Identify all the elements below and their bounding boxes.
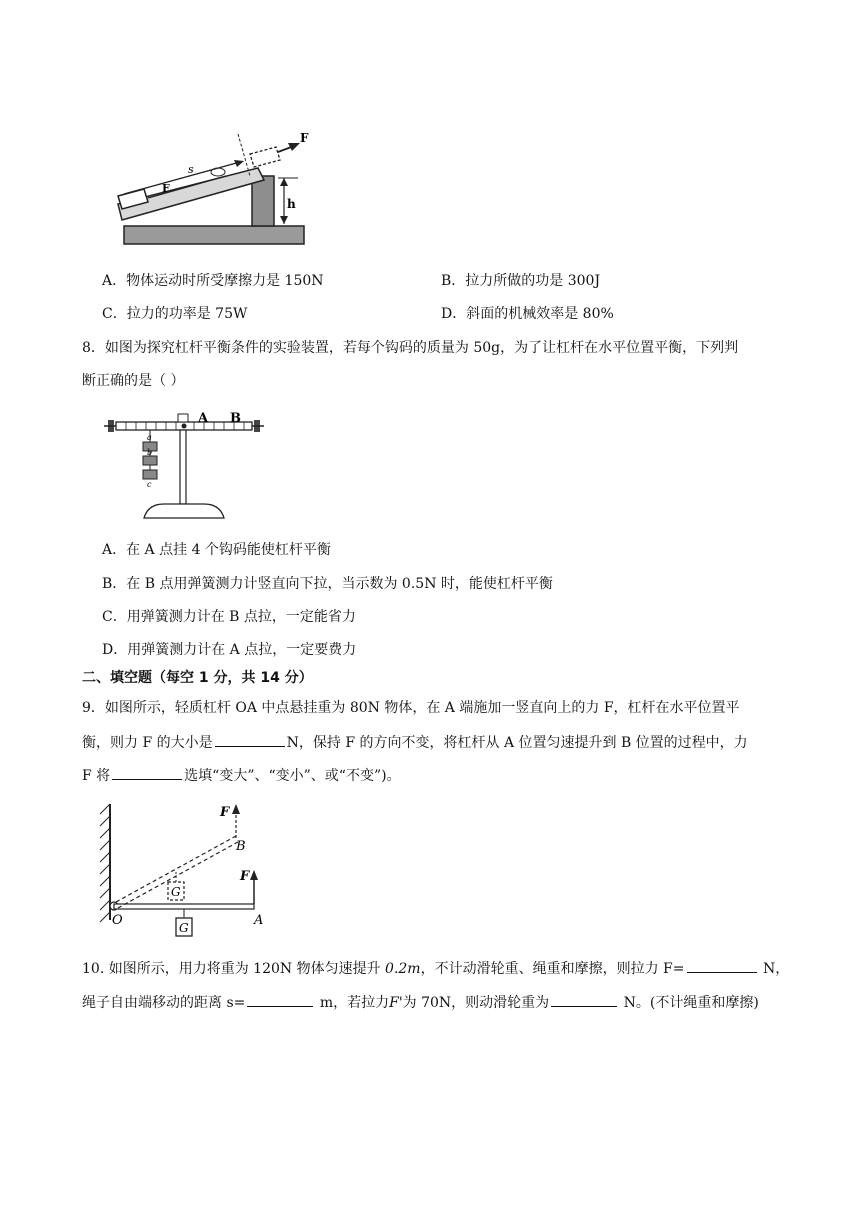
q9-label-B: B <box>236 839 246 854</box>
q7-option-b: B．拉力所做的功是 300J <box>441 273 601 289</box>
q10-line1-text-b: ，不计动滑轮重、绳重和摩擦，则拉力 F= <box>420 961 685 977</box>
q7-label-F-top: F <box>300 131 309 145</box>
q9-label-A: A <box>254 913 264 928</box>
q10-line1-text-a: 10. 如图所示，用力将重为 120N 物体匀速提升 <box>82 961 381 977</box>
q7-label-F-lower: F <box>162 182 170 195</box>
q9-line3-text-a: F 将 <box>82 768 111 784</box>
q8-stem-line1: 8．如图为探究杠杆平衡条件的实验装置，若每个钩码的质量为 50g，为了让杠杆在水平位置平衡，下列判 <box>82 340 739 356</box>
q9-line2-text-b: N，保持 F 的方向不变，将杠杆从 A 位置匀速提升到 B 位置的过程中，力 <box>286 735 748 751</box>
q10-math-distance: 0.2m <box>385 961 421 977</box>
q8-option-c: C．用弹簧测力计在 B 点拉，一定能省力 <box>102 609 356 625</box>
q7-incline-figure <box>108 126 314 250</box>
q10-line2-text-a: 绳子自由端移动的距离 s= <box>82 995 246 1011</box>
q9-line3 <box>82 765 401 786</box>
q10-line1 <box>82 958 789 979</box>
q8-option-a: A．在 A 点挂 4 个钩码能使杠杆平衡 <box>102 542 331 558</box>
q9-line2 <box>82 732 748 753</box>
q9-blank-2[interactable] <box>112 765 182 780</box>
q9-label-O: O <box>112 913 123 928</box>
q9-line2-text-a: 衡，则力 F 的大小是 <box>82 735 213 751</box>
q7-option-a: A．物体运动时所受摩擦力是 150N <box>102 273 324 289</box>
q10-line1-text-c: N， <box>762 961 790 977</box>
q7-option-c: C．拉力的功率是 75W <box>102 306 248 322</box>
q8-option-b: B．在 B 点用弹簧测力计竖直向下拉，当示数为 0.5N 时，能使杠杆平衡 <box>102 576 553 592</box>
q10-math-force: F' <box>389 995 403 1011</box>
q7-label-s: s <box>188 163 194 176</box>
q8-option-d: D．用弹簧测力计在 A 点拉，一定要费力 <box>102 642 357 658</box>
q8-stem-line2: 断正确的是（ ） <box>82 373 185 389</box>
q10-blank-1[interactable] <box>687 958 757 973</box>
q9-blank-1[interactable] <box>215 732 285 747</box>
q10-blank-2[interactable] <box>247 992 313 1007</box>
q9-label-F: F <box>240 869 250 884</box>
q9-lever-figure <box>98 796 268 944</box>
q10-line2 <box>82 992 759 1013</box>
q8-hook-a: a <box>147 433 152 442</box>
q8-label-A: A <box>198 411 209 426</box>
q9-label-G-dashed: G <box>171 885 181 899</box>
q7-label-h: h <box>287 197 296 211</box>
q7-option-d: D．斜面的机械效率是 80% <box>441 306 614 322</box>
q10-line2-text-c: 为 70N，则动滑轮重为 <box>402 995 550 1011</box>
q9-label-F-top: F <box>220 805 230 820</box>
q10-line2-text-d: N。(不计绳重和摩擦) <box>623 995 759 1011</box>
section-heading: 二、填空题（每空 1 分，共 14 分） <box>82 670 313 686</box>
q10-line2-text-b: m，若拉力 <box>319 995 390 1011</box>
q8-lever-figure <box>104 408 264 522</box>
q9-line3-text-b: 选填“变大”、“变小”、或“不变”)。 <box>184 768 401 784</box>
q8-label-B: B <box>230 411 241 426</box>
q10-blank-3[interactable] <box>551 992 617 1007</box>
q9-line1: 9．如图所示，轻质杠杆 OA 中点悬挂重为 80N 物体，在 A 端施加一竖直向上的力 F，杠杆在水平位置平 <box>82 700 740 716</box>
q9-label-G: G <box>179 921 189 935</box>
q8-hook-c: c <box>147 480 152 489</box>
q8-hook-b: b <box>147 448 153 457</box>
